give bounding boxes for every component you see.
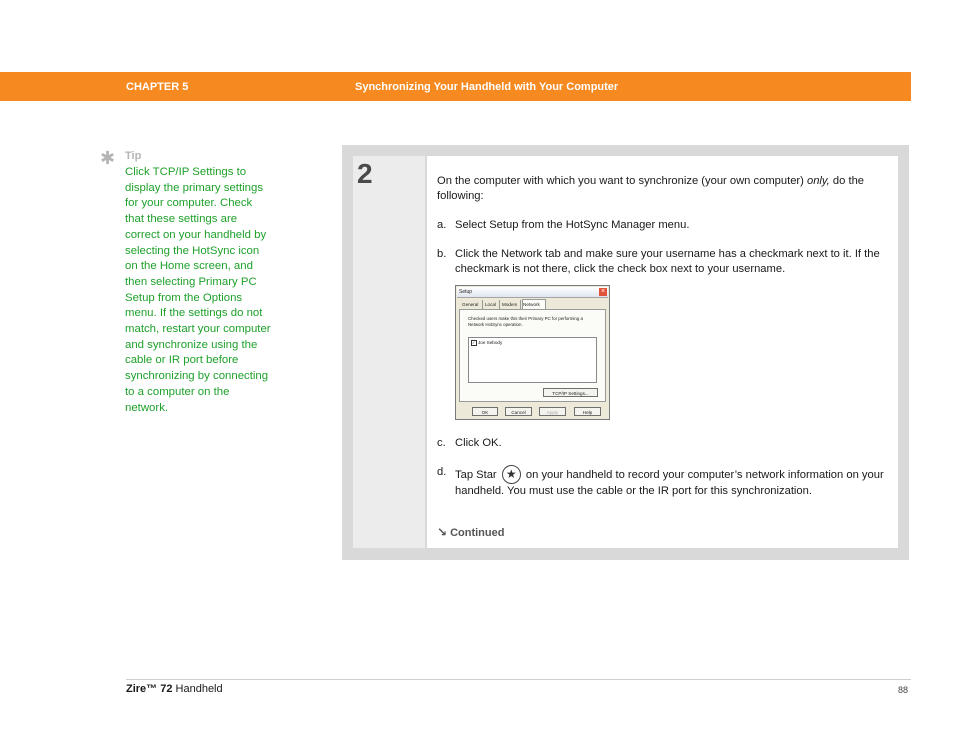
chapter-header-bar [0, 72, 911, 101]
continued-label: Continued [450, 527, 505, 539]
item-text [455, 465, 887, 499]
star-icon: ★ [502, 465, 521, 484]
network-description: Checked users make this their Primary PC for performing a Network HotSync operation. [468, 316, 583, 327]
item-text: Click the Network tab and make sure your username has a checkmark next to it. If the checkmark is not there, click the check box next to your username. [455, 248, 880, 275]
footer-product [126, 683, 223, 695]
item-text: Click OK. [455, 437, 502, 449]
item-text-end: on your handheld to record your computer’s network information on your handheld. You must use the cable or the IR port for this synchronization. [455, 469, 884, 497]
tab-modem[interactable]: Modem [502, 300, 521, 309]
step-number-column [353, 156, 425, 548]
intro-text-end: do the following: [437, 175, 865, 202]
chapter-title: Synchronizing Your Handheld with Your Computer [355, 81, 619, 93]
tip-label: Tip [125, 150, 142, 162]
product-name: Zire™ 72 [126, 683, 173, 695]
tip-text: Click TCP/IP Settings to display the primary settings for your computer. Check that these settings are correct on your handheld by selecting the HotSync icon on the Home screen, and then selecting Primary PC Setup from the Options menu. If the settings do not match, restart your computer and synchronize using the cable or IR port before synchronizing by connecting to a computer on the network. [125, 166, 271, 414]
close-icon[interactable]: × [600, 288, 606, 295]
user-listbox[interactable] [468, 337, 597, 383]
cancel-button[interactable]: Cancel [505, 407, 532, 416]
apply-button[interactable]: Apply [539, 407, 566, 416]
list-item[interactable] [471, 340, 502, 346]
tab-general[interactable]: General [462, 300, 483, 309]
dialog-title: Setup [459, 289, 473, 295]
tab-local[interactable]: Local [485, 300, 500, 309]
tab-network[interactable]: Network [522, 299, 546, 309]
page-number: 88 [898, 685, 909, 695]
network-panel [459, 309, 606, 402]
help-button[interactable]: Help [574, 407, 601, 416]
item-text: Select Setup from the HotSync Manager menu. [455, 219, 690, 231]
continued-indicator [437, 525, 504, 539]
item-text-start: Tap Star [455, 469, 497, 481]
asterisk-icon: ✱ [100, 148, 116, 168]
item-marker: a. [437, 219, 447, 231]
dialog-titlebar [457, 287, 608, 298]
item-marker: c. [437, 437, 446, 449]
item-marker: b. [437, 248, 447, 260]
footer-divider [126, 679, 911, 680]
setup-dialog-screenshot [455, 285, 610, 420]
intro-emphasis: only, [806, 175, 830, 187]
tcp-ip-settings-button[interactable]: TCP/IP Settings... [543, 388, 598, 397]
ok-button[interactable]: OK [472, 407, 498, 416]
item-marker: d. [437, 466, 447, 478]
chapter-label: CHAPTER 5 [126, 81, 189, 93]
product-suffix: Handheld [172, 683, 223, 695]
arrow-down-right-icon: ↘ [437, 525, 448, 539]
step-intro [437, 174, 887, 203]
user-checkbox[interactable]: ✓ [472, 340, 476, 345]
step-number: 2 [357, 158, 373, 189]
intro-text: On the computer with which you want to synchronize (your own computer) [437, 175, 804, 187]
user-name: Joe Sebody [478, 340, 503, 346]
